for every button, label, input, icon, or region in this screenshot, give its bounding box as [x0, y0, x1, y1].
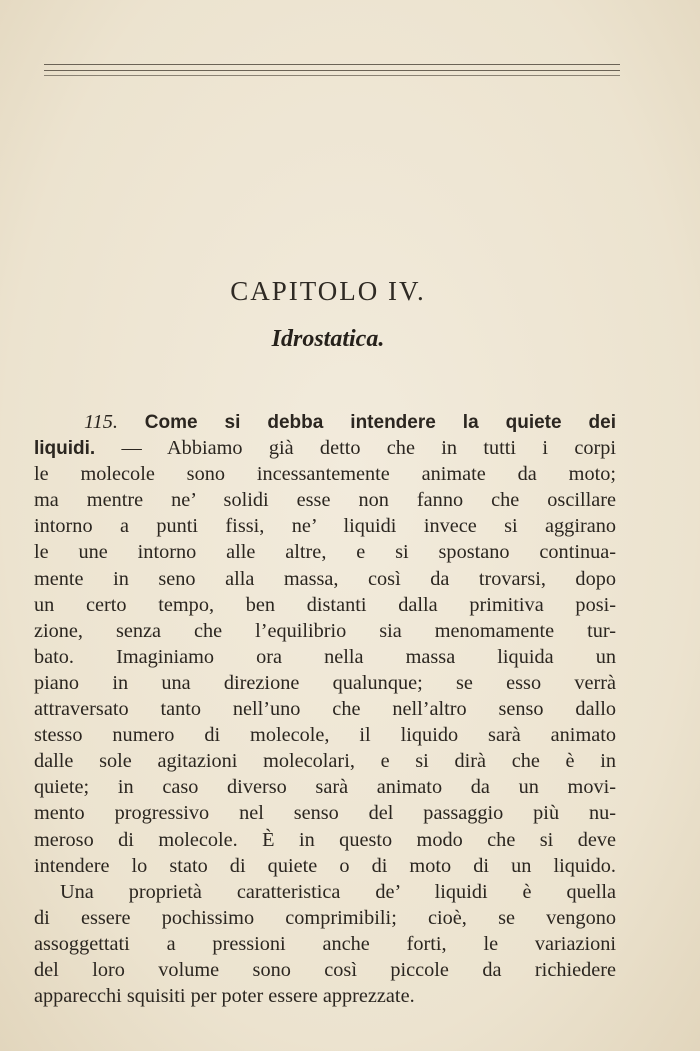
text-line: apparecchi squisiti per poter essere apprezzate.: [34, 985, 415, 1008]
paragraph-heading: Come si debba intendere la quiete dei: [144, 412, 616, 433]
paragraph-heading: liquidi.: [34, 438, 96, 460]
text-line: intorno a punti fissi, ne’ liquidi invece si aggirano: [34, 515, 616, 538]
header-rule: [44, 70, 620, 71]
text-line: di essere pochissimo comprimibili; cioè, se vengono: [34, 906, 616, 929]
text-line: un certo tempo, ben distanti dalla primitiva posi-: [34, 593, 616, 616]
body-text: [34, 409, 616, 1009]
section-title: Idrostatica.: [271, 326, 385, 352]
text-line: attraversato tanto nell’uno che nell’altro senso dallo: [34, 698, 616, 721]
chapter-heading: CAPITOLO IV.: [230, 276, 426, 306]
text-line: piano in una direzione qualunque; se esso verrà: [34, 671, 616, 694]
text-line: assoggettati a pressioni anche forti, le variazioni: [34, 932, 616, 955]
text-line: Una proprietà caratteristica de’ liquidi è quella: [60, 880, 616, 903]
text-line: bato. Imaginiamo ora nella massa liquida un: [34, 645, 616, 668]
text-line: intendere lo stato di quiete o di moto di un liquido.: [34, 854, 616, 877]
text-line: mente in seno alla massa, così da trovarsi, dopo: [34, 567, 616, 590]
text-line: le molecole sono incessantemente animate da moto;: [34, 463, 616, 486]
header-rule: [44, 64, 620, 65]
paragraph-number: 115.: [84, 411, 118, 433]
text-line: mento progressivo nel senso del passaggio più nu-: [34, 802, 616, 825]
text-line: liquidi. — Abbiamo già detto che in tutti i corpi: [34, 437, 616, 460]
text-line: dalle sole agitazioni molecolari, e si dirà che è in: [34, 750, 616, 773]
text-line: del loro volume sono così piccole da richiedere: [34, 958, 616, 981]
header-rule: [44, 75, 620, 76]
text-line: le une intorno alle altre, e si spostano continua-: [34, 541, 616, 564]
text-line: zione, senza che l’equilibrio sia menomamente tur-: [34, 619, 616, 642]
text-line: ma mentre ne’ solidi esse non fanno che oscillare: [34, 489, 616, 512]
text-line: meroso di molecole. È in questo modo che si deve: [34, 828, 616, 851]
text-line: stesso numero di molecole, il liquido sarà animato: [34, 724, 616, 747]
text-line: [34, 409, 616, 435]
text-line: quiete; in caso diverso sarà animato da un movi-: [34, 776, 616, 799]
